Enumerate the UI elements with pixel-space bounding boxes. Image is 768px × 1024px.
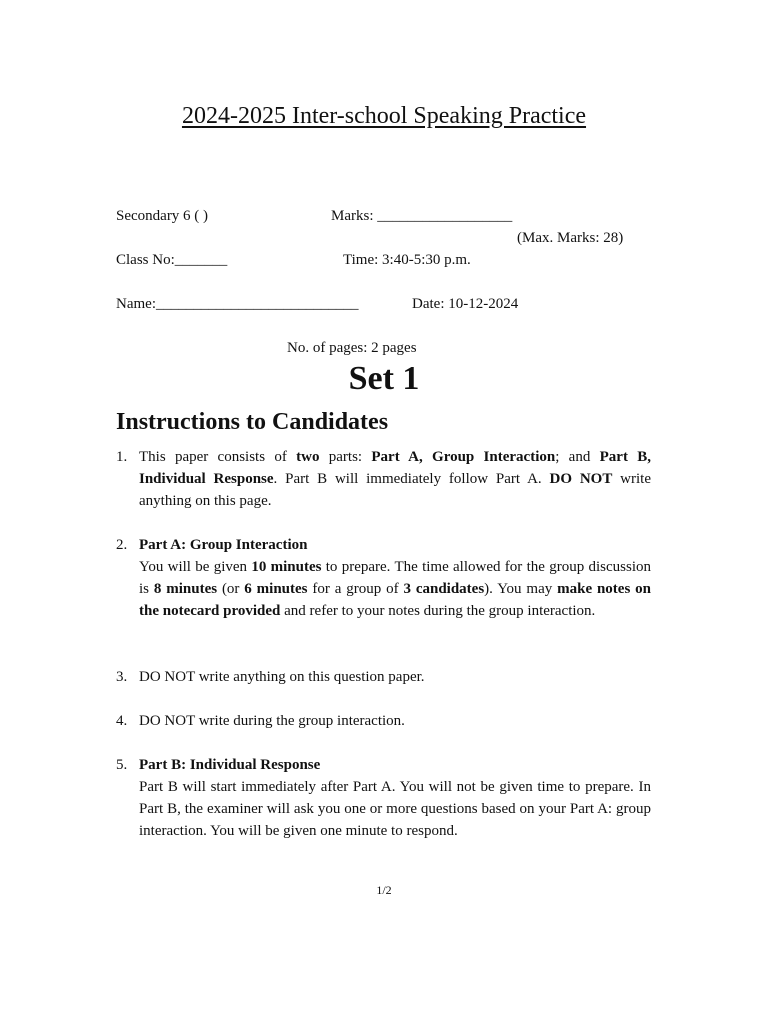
marks-field: Marks: __________________ (331, 208, 513, 224)
text-segment: make notes on the notecard provided (139, 581, 652, 619)
set-label: Set 1 (348, 360, 420, 397)
text-segment: 8 minutes (153, 581, 218, 597)
text-segment: 3 candidates (403, 581, 485, 597)
text-segment: write anything on this page. (139, 471, 651, 509)
text-segment: and refer to your notes during the group interaction. (280, 603, 596, 619)
text-segment: (or (217, 581, 245, 597)
item-body (139, 446, 651, 512)
item-number: 4. (116, 713, 128, 729)
instruction-item (116, 534, 651, 622)
instruction-item (116, 754, 651, 842)
instruction-item (116, 666, 651, 688)
instructions-heading: Instructions to Candidates (116, 409, 389, 435)
text-segment: You will be given (139, 559, 252, 575)
name-field: Name:___________________________ (116, 296, 359, 312)
date-field: Date: 10-12-2024 (412, 296, 519, 312)
text-segment: 10 minutes (251, 559, 322, 575)
text-segment: 6 minutes (244, 581, 308, 597)
text-segment: This paper consists of (139, 449, 297, 465)
instruction-item (116, 710, 651, 732)
secondary-field: Secondary 6 ( ) (116, 208, 209, 224)
item-body (139, 710, 651, 732)
item-body (139, 776, 651, 842)
item-number: 1. (116, 449, 128, 465)
item-body (139, 666, 651, 688)
time-field: Time: 3:40-5:30 p.m. (343, 252, 471, 268)
page-title: 2024-2025 Inter-school Speaking Practice (181, 103, 587, 129)
text-segment: ). You may (484, 581, 558, 597)
text-segment: DO NOT (549, 471, 613, 487)
text-segment: two (296, 449, 320, 465)
text-segment: for a group of (307, 581, 404, 597)
text-segment: ; and (555, 449, 600, 465)
item-number: 3. (116, 669, 128, 685)
text-segment: Part B will start immediately after Part A. You will not be given time to prepare. In Part B, the examiner will ask you one or more questions based on your Part A: group interaction. You will be given one minute to respond. (139, 779, 651, 839)
item-subheading: Part A: Group Interaction (139, 537, 308, 553)
text-segment: . Part B will immediately follow Part A. (273, 471, 550, 487)
item-number: 5. (116, 757, 128, 773)
text-segment: Part B, Individual Response (139, 449, 651, 487)
item-number: 2. (116, 537, 128, 553)
text-segment: DO NOT write anything on this question paper. (139, 669, 425, 685)
text-segment: parts: (319, 449, 372, 465)
text-segment: DO NOT write during the group interaction. (139, 713, 405, 729)
page-count: No. of pages: 2 pages (287, 340, 417, 356)
text-segment: to prepare. The time allowed for the group discussion is (139, 559, 651, 597)
item-subheading: Part B: Individual Response (139, 757, 321, 773)
instruction-item (116, 446, 651, 512)
item-body (139, 556, 651, 622)
class-no-field: Class No:_______ (116, 252, 228, 268)
page-indicator: 1/2 (376, 883, 392, 897)
max-marks: (Max. Marks: 28) (517, 230, 624, 246)
text-segment: Part A, Group Interaction (371, 449, 556, 465)
